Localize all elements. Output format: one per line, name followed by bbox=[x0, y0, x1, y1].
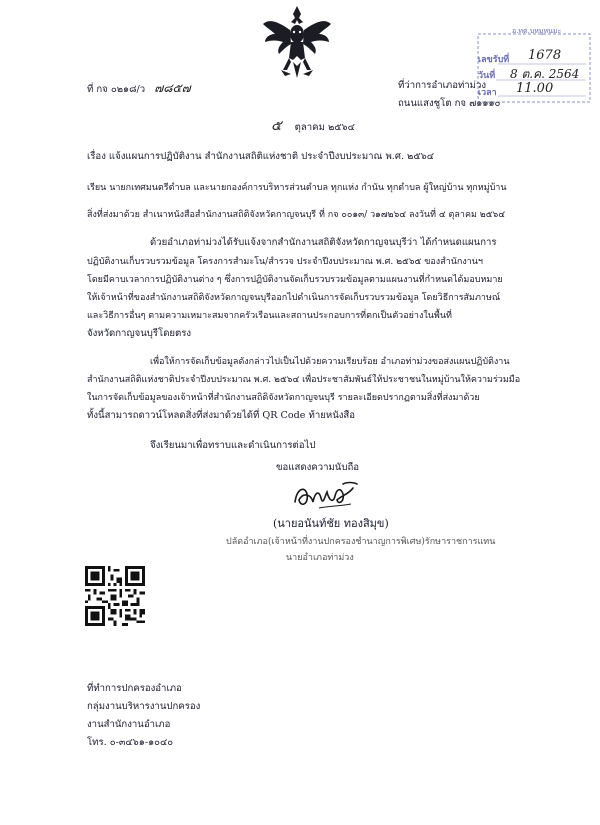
receive-no-label: เลขรับที่ bbox=[478, 55, 510, 65]
date-day-handwritten: ๕ bbox=[271, 118, 282, 134]
receipt-stamp bbox=[476, 28, 592, 108]
footer-department: กลุ่มงานบริหารงานปกครอง bbox=[87, 701, 201, 712]
footer-office: ที่ทำการปกครองอำเภอ bbox=[87, 683, 182, 694]
salutation: ขอแสดงความนับถือ bbox=[276, 462, 360, 473]
stamp-office-label: อ.ทต.บหมูหนมะ bbox=[512, 27, 562, 35]
footer-section: งานสำนักงานอำเภอ bbox=[87, 719, 171, 730]
paragraph-1-line: ให้เจ้าหน้าที่ของสำนักงานสถิติจังหวัดกาญจนบุรีออกไปดำเนินการจัดเก็บรวบรวมข้อมูล โดยวิธีการสัมภาษณ์ bbox=[87, 293, 501, 303]
paragraph-1-line: ปฏิบัติงานเก็บรวบรวมข้อมูล โครงการสำมะโน/สำรวจ ประจำปีงบประมาณ พ.ศ. ๒๕๖๕ ของสำนักงานฯ bbox=[87, 257, 483, 267]
document-date bbox=[271, 120, 355, 134]
date-month-year: ตุลาคม ๒๕๖๔ bbox=[294, 122, 355, 133]
footer-phone: โทร. ๐-๓๔๖๑-๑๐๔๐ bbox=[87, 737, 174, 748]
closing-line: จึงเรียนมาเพื่อทราบและดำเนินการต่อไป bbox=[150, 440, 316, 451]
office-address-line1: ที่ว่าการอำเภอท่าม่วง bbox=[398, 80, 487, 91]
paragraph-1-line: โดยมีคาบเวลาการปฏิบัติงานต่าง ๆ ซึ่งการปฏิบัติงานจัดเก็บรวบรวมข้อมูลตามแผนงานที่กำหนดได้มอบหมาย bbox=[87, 275, 503, 285]
paragraph-2-line: ทั้งนี้สามารถดาวน์โหลดสิ่งที่ส่งมาด้วยได้ที่ QR Code ท้ายหนังสือ bbox=[87, 410, 356, 421]
paragraph-2-line: เพื่อให้การจัดเก็บข้อมูลดังกล่าวไปเป็นไปด้วยความเรียบร้อย อำเภอท่าม่วงขอส่งแผนปฏิบัติงาน bbox=[150, 357, 510, 367]
office-address-line2: ถนนแสงชูโต กจ ๗๑๑๑๐ bbox=[398, 98, 501, 109]
receive-time-value: 11.00 bbox=[516, 81, 554, 96]
receive-time-label: เวลา bbox=[478, 88, 497, 98]
signatory-name: (นายอนันท์ชัย ทองสิมุข) bbox=[273, 517, 389, 530]
receive-no-value: 1678 bbox=[528, 48, 562, 63]
receive-date-label: วันที่ bbox=[478, 71, 496, 81]
paragraph-1-line: ด้วยอำเภอท่าม่วงได้รับแจ้งจากสำนักงานสถิติจังหวัดกาญจนบุรีว่า ได้กำหนดแผนการ bbox=[150, 237, 497, 248]
signature-image bbox=[289, 478, 365, 514]
recipient-line: เรียน นายกเทศมนตรีตำบล และนายกองค์การบริหารส่วนตำบล ทุกแห่ง กำนัน ทุกตำบล ผู้ใหญ่บ้าน ทุกหมู่บ้าน bbox=[87, 183, 507, 193]
paragraph-1-line: จังหวัดกาญจนบุรีโดยตรง bbox=[87, 328, 192, 339]
subject-line: เรื่อง แจ้งแผนการปฏิบัติงาน สำนักงานสถิติแห่งชาติ ประจำปีงบประมาณ พ.ศ. ๒๕๖๔ bbox=[87, 151, 434, 162]
qr-code-icon[interactable] bbox=[85, 566, 145, 626]
enclosure-line: สิ่งที่ส่งมาด้วย สำเนาหนังสือสำนักงานสถิติจังหวัดกาญจนบุรี ที่ กจ ๐๐๑๓/ ว๑๗๒๖๔ ลงวันที่ ๔ ตุลาคม ๒๕๖๔ bbox=[87, 210, 506, 220]
doc-number-handwritten: ๗๘๕๗ bbox=[154, 81, 191, 95]
paragraph-2-line: สำนักงานสถิติแห่งชาติประจำปีงบประมาณ พ.ศ. ๒๕๖๔ เพื่อประชาสัมพันธ์ให้ประชาชนในหมู่บ้านให้ความร่วมมือ bbox=[87, 375, 521, 385]
garuda-emblem-icon bbox=[261, 4, 333, 82]
signatory-title-line1: ปลัดอำเภอ(เจ้าหน้าที่งานปกครองชำนาญการพิเศษ)รักษาราชการแทน bbox=[226, 537, 496, 547]
doc-number: ที่ กจ ๐๒๑๘/ว bbox=[87, 84, 146, 95]
paragraph-2-line: ในการจัดเก็บข้อมูลของเจ้าหน้าที่สำนักงานสถิติจังหวัดกาญจนบุรี รายละเอียดปรากฏตามสิ่งที่ส่งมาด้วย bbox=[87, 393, 480, 403]
doc-number-row bbox=[87, 82, 191, 96]
signatory-title-line2: นายอำเภอท่าม่วง bbox=[286, 553, 354, 563]
paragraph-1-line: และวิธีการอื่นๆ ตามความเหมาะสมจากครัวเรือนและสถานประกอบการที่ตกเป็นตัวอย่างในพื้นที่ bbox=[87, 311, 452, 321]
receive-date-value: 8 ต.ค. 2564 bbox=[510, 67, 580, 81]
